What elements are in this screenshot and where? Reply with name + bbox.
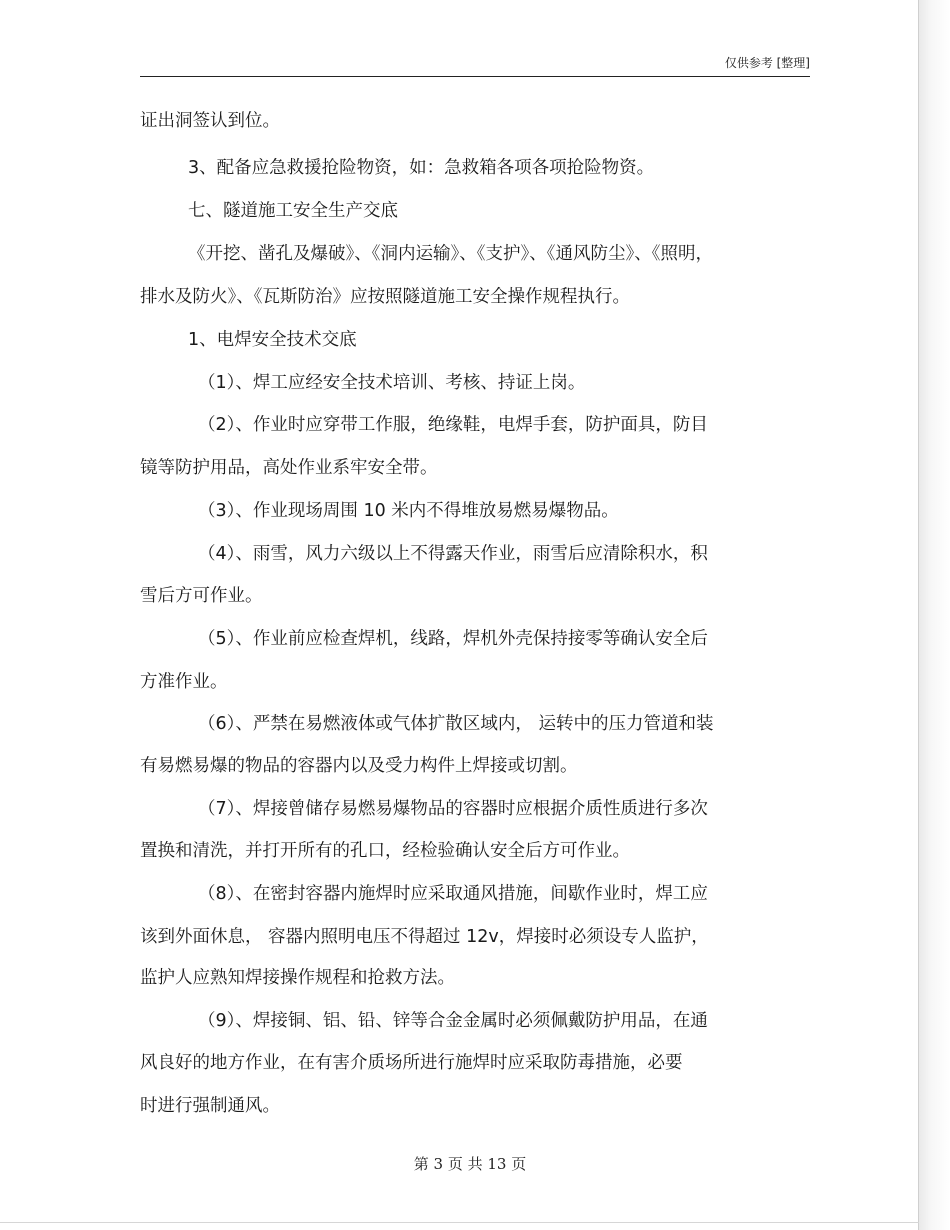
paragraph-line: 证出洞签认到位。 (140, 111, 280, 131)
page-footer: 第 3 页 共 13 页 (413, 1155, 527, 1173)
paragraph-line: 镜等防护用品，高处作业系牢安全带。 (140, 458, 438, 478)
paragraph-line: 雪后方可作业。 (140, 586, 263, 606)
paragraph-line: 时进行强制通风。 (140, 1096, 280, 1116)
paragraph-line: （9）、焊接铜、铝、铅、锌等合金金属时必须佩戴防护用品，在通 (198, 1011, 708, 1031)
page-edge-bottom (0, 1222, 919, 1223)
paragraph-line: 方准作业。 (140, 672, 228, 692)
header-note: 仅供参考 [整理] (724, 56, 810, 70)
page-header (140, 52, 810, 77)
page-edge-right (918, 0, 919, 1230)
paragraph-line: 排水及防火》、《瓦斯防治》应按照隧道施工安全操作规程执行。 (140, 287, 630, 307)
paragraph-line: （3）、作业现场周围 10 米内不得堆放易燃易爆物品。 (198, 501, 619, 521)
paragraph-line: 《开挖、凿孔及爆破》、《洞内运输》、《支护》、《通风防尘》、《照明， (188, 244, 713, 264)
section-heading: 七、隧道施工安全生产交底 (188, 201, 398, 221)
subsection-heading: 1、电焊安全技术交底 (188, 330, 357, 350)
paragraph-line: （6）、严禁在易燃液体或气体扩散区域内， 运转中的压力管道和装 (198, 714, 714, 734)
paragraph-line: 风良好的地方作业，在有害介质场所进行施焊时应采取防毒措施，必要 (140, 1053, 683, 1073)
paragraph-line: 监护人应熟知焊接操作规程和抢救方法。 (140, 968, 455, 988)
paragraph-line: （7）、焊接曾储存易燃易爆物品的容器时应根据介质性质进行多次 (198, 799, 708, 819)
paragraph-line: （2）、作业时应穿带工作服，绝缘鞋，电焊手套，防护面具，防目 (198, 415, 708, 435)
paragraph-line: （4）、雨雪，风力六级以上不得露天作业，雨雪后应清除积水，积 (198, 544, 708, 564)
paragraph-line: （5）、作业前应检查焊机，线路，焊机外壳保持接零等确认安全后 (198, 629, 708, 649)
paragraph-line: （8）、在密封容器内施焊时应采取通风措施，间歇作业时，焊工应 (198, 884, 708, 904)
paragraph-line: 该到外面休息， 容器内照明电压不得超过 12v，焊接时必须设专人监护， (140, 927, 709, 947)
paragraph-line: （1）、焊工应经安全技术培训、考核、持证上岗。 (198, 373, 586, 393)
paragraph-line: 3、配备应急救援抢险物资，如：急救箱各项各项抢险物资。 (188, 158, 655, 178)
paragraph-line: 有易燃易爆的物品的容器内以及受力构件上焊接或切割。 (140, 756, 578, 776)
paragraph-line: 置换和清洗，并打开所有的孔口，经检验确认安全后方可作业。 (140, 841, 630, 861)
page-shadow (919, 0, 950, 1230)
